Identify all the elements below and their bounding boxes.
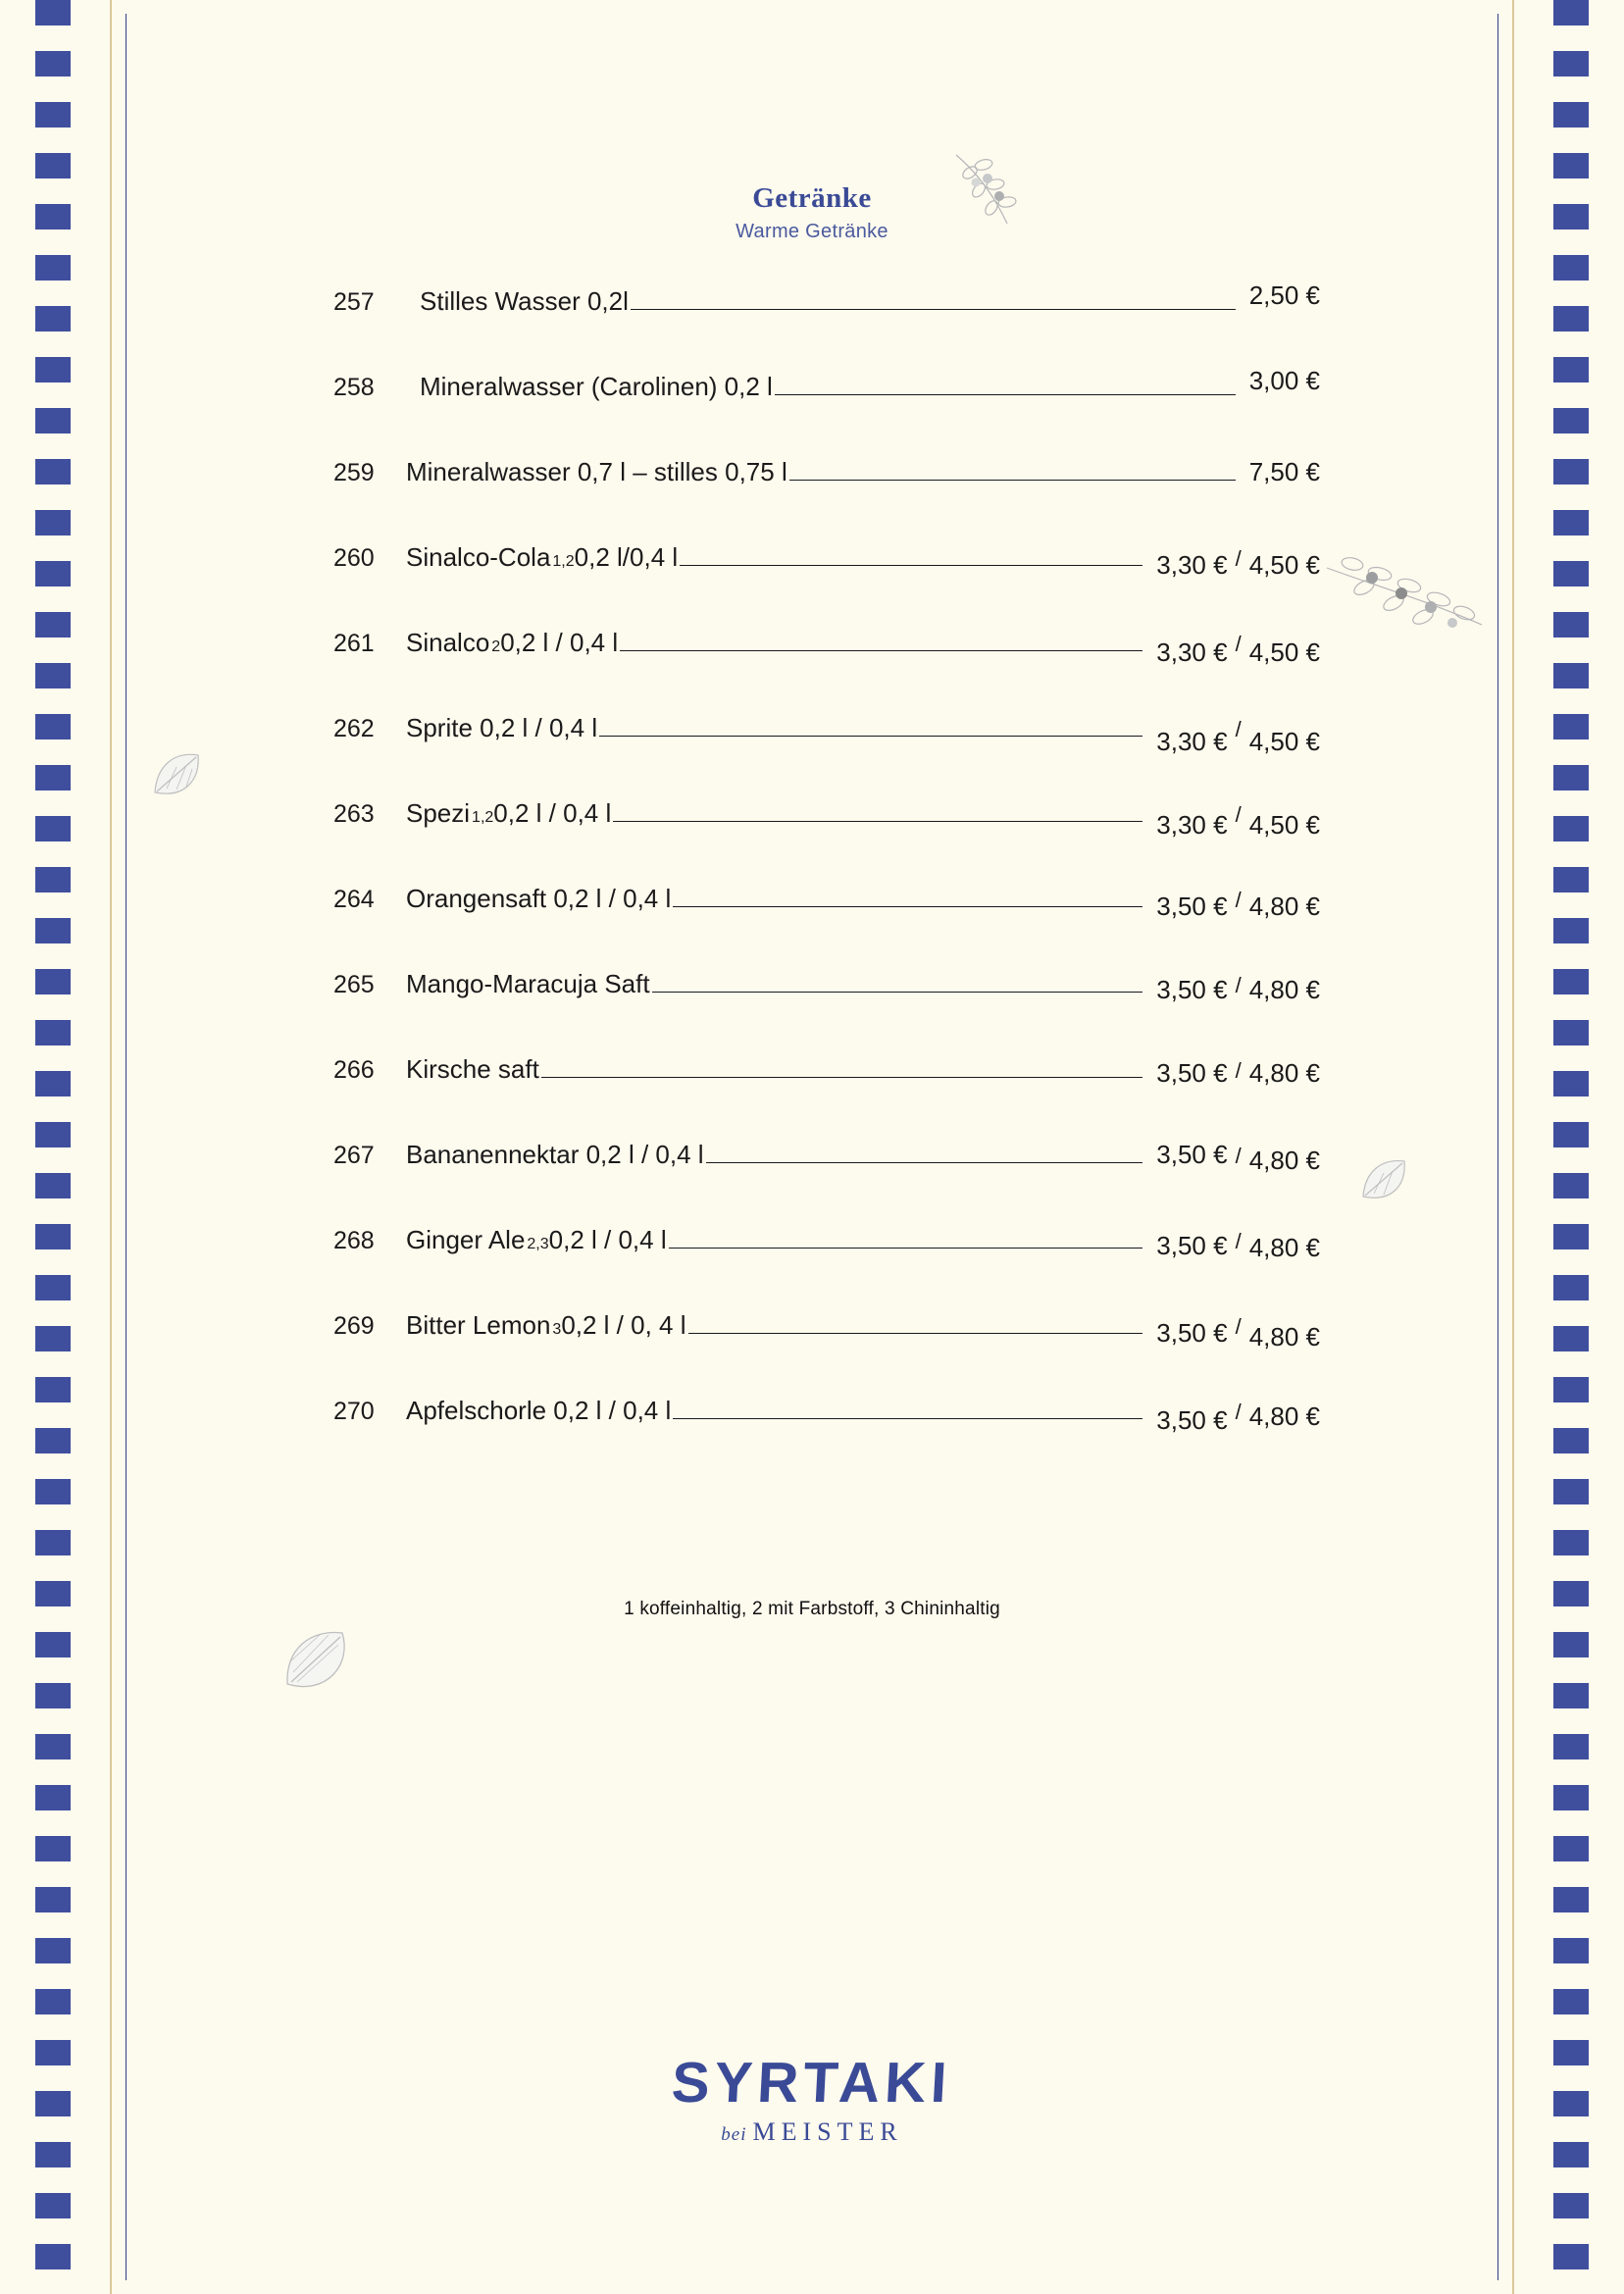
item-name: Bitter Lemon [406, 1310, 551, 1340]
item-number: 266 [333, 1056, 375, 1084]
item-name: Mineralwasser 0,7 l – stilles 0,75 l [406, 457, 787, 486]
item-footnote-marker: 1,2 [472, 809, 494, 826]
border-rule-left [110, 0, 112, 2294]
menu-item [333, 1054, 1320, 1140]
item-price-small: 3,30 € [1156, 810, 1228, 840]
leader-line [673, 906, 1142, 907]
price-separator: / [1235, 632, 1242, 656]
item-price-small: 3,50 € [1156, 1405, 1228, 1435]
item-number: 262 [333, 715, 375, 742]
menu-item [333, 366, 1320, 457]
item-name: Mango-Maracuja Saft [406, 969, 650, 998]
item-number: 259 [333, 459, 375, 486]
decorative-border-right [1553, 0, 1589, 2294]
page-title: Getränke [752, 182, 872, 214]
footnote-text: 1 koffeinhaltig, 2 mit Farbstoff, 3 Chininhaltig [624, 1599, 1000, 1619]
menu-item [333, 1140, 1320, 1225]
item-price-small: 2,50 € [1248, 280, 1320, 310]
menu-item [333, 884, 1320, 969]
item-name: Sinalco [406, 628, 490, 657]
inner-line-right [1497, 14, 1498, 2280]
restaurant-logo [137, 2050, 1487, 2147]
item-number: 264 [333, 886, 375, 913]
price-separator: / [1235, 1314, 1242, 1339]
inner-line-left [126, 14, 127, 2280]
leader-line [599, 736, 1142, 737]
leader-line [775, 394, 1236, 395]
menu-item [333, 969, 1320, 1054]
menu-item [333, 713, 1320, 798]
leader-line [669, 1248, 1143, 1249]
item-number: 261 [333, 630, 375, 657]
price-separator: / [1235, 1229, 1242, 1253]
page-subtitle: Warme Getränke [736, 221, 888, 242]
price-separator: / [1235, 973, 1242, 997]
logo-subtitle [137, 2117, 1487, 2147]
price-separator: / [1235, 717, 1242, 741]
leader-line [652, 992, 1143, 993]
item-price-large: 4,50 € [1248, 637, 1320, 667]
item-number: 258 [333, 374, 375, 401]
item-name: Sinalco-Cola [406, 542, 551, 572]
leader-line [631, 309, 1236, 310]
item-price-large: 4,80 € [1248, 1233, 1320, 1262]
price-separator: / [1235, 1058, 1242, 1083]
item-number: 270 [333, 1398, 375, 1425]
price-separator: / [1235, 546, 1242, 571]
item-number: 265 [333, 971, 375, 998]
item-number: 269 [333, 1312, 375, 1340]
decorative-border-left [35, 0, 71, 2294]
price-separator: / [1235, 1400, 1242, 1424]
item-number: 268 [333, 1227, 375, 1254]
leader-line [673, 1418, 1142, 1419]
item-price-small: 3,50 € [1156, 1231, 1228, 1260]
price-separator: / [1235, 1144, 1242, 1168]
item-price-large: 4,80 € [1248, 975, 1320, 1004]
leader-line [688, 1333, 1143, 1334]
item-name: Orangensaft 0,2 l / 0,4 l [406, 884, 672, 913]
menu-item [333, 628, 1320, 713]
item-number: 257 [333, 288, 375, 316]
item-name-tail: 0,2 l / 0,4 l [493, 798, 612, 828]
menu-item [333, 280, 1320, 372]
item-name: Sprite 0,2 l / 0,4 l [406, 713, 598, 742]
leader-line [680, 565, 1142, 566]
item-price-small: 7,50 € [1248, 457, 1320, 486]
item-footnote-marker: 2,3 [527, 1236, 549, 1252]
leader-line [620, 650, 1142, 651]
logo-wordmark: SYRTAKI [670, 2051, 954, 2115]
item-name: Bananennektar 0,2 l / 0,4 l [406, 1140, 704, 1169]
item-name: Apfelschorle 0,2 l / 0,4 l [406, 1396, 672, 1425]
item-price-small: 3,30 € [1156, 727, 1228, 756]
item-price-small: 3,30 € [1156, 550, 1228, 580]
price-separator: / [1235, 888, 1242, 912]
item-number: 263 [333, 800, 375, 828]
item-name: Kirsche saft [406, 1054, 539, 1084]
leader-line [541, 1077, 1142, 1078]
item-footnote-marker: 2 [491, 638, 501, 655]
item-price-large: 4,80 € [1248, 1322, 1320, 1351]
leader-line [613, 821, 1142, 822]
item-price-large: 4,50 € [1248, 550, 1320, 580]
menu-item [333, 457, 1320, 542]
section-heading [137, 182, 1487, 243]
logo-bei: bei [721, 2124, 747, 2145]
item-name: Ginger Ale [406, 1225, 526, 1254]
menu-item [333, 542, 1320, 628]
item-name-tail: 0,2 l / 0, 4 l [561, 1310, 686, 1340]
item-price-small: 3,50 € [1156, 975, 1228, 1004]
menu-list [137, 280, 1487, 1481]
item-name-tail: 0,2 l / 0,4 l [500, 628, 619, 657]
item-price-large: 4,80 € [1248, 892, 1320, 921]
item-price-small: 3,50 € [1156, 1140, 1228, 1169]
item-number: 260 [333, 544, 375, 572]
item-footnote-marker: 1,2 [552, 553, 575, 570]
menu-item [333, 798, 1320, 884]
item-name: Mineralwasser (Carolinen) 0,2 l [420, 372, 773, 401]
item-name-tail: 0,2 l / 0,4 l [548, 1225, 667, 1254]
item-price-small: 3,30 € [1156, 637, 1228, 667]
item-number: 267 [333, 1142, 375, 1169]
item-price-small: 3,50 € [1156, 1058, 1228, 1088]
leader-line [789, 480, 1236, 481]
item-price-large: 4,80 € [1248, 1146, 1320, 1175]
item-price-small: 3,00 € [1248, 366, 1320, 395]
item-name: Spezi [406, 798, 471, 828]
item-price-small: 3,50 € [1156, 892, 1228, 921]
logo-meister: MEISTER [752, 2117, 903, 2146]
item-footnote-marker: 3 [552, 1321, 562, 1338]
menu-item [333, 1396, 1320, 1481]
border-rule-right [1512, 0, 1514, 2294]
item-price-large: 4,80 € [1248, 1402, 1320, 1431]
price-separator: / [1235, 802, 1242, 827]
item-name-tail: 0,2 l/0,4 l [574, 542, 679, 572]
menu-content [137, 0, 1487, 2294]
item-price-large: 4,80 € [1248, 1058, 1320, 1088]
item-price-large: 4,50 € [1248, 727, 1320, 756]
item-name: Stilles Wasser 0,2l [420, 286, 629, 316]
menu-item [333, 1225, 1320, 1310]
item-price-large: 4,50 € [1248, 810, 1320, 840]
menu-item [333, 1310, 1320, 1396]
leader-line [706, 1162, 1143, 1163]
item-price-small: 3,50 € [1156, 1318, 1228, 1348]
